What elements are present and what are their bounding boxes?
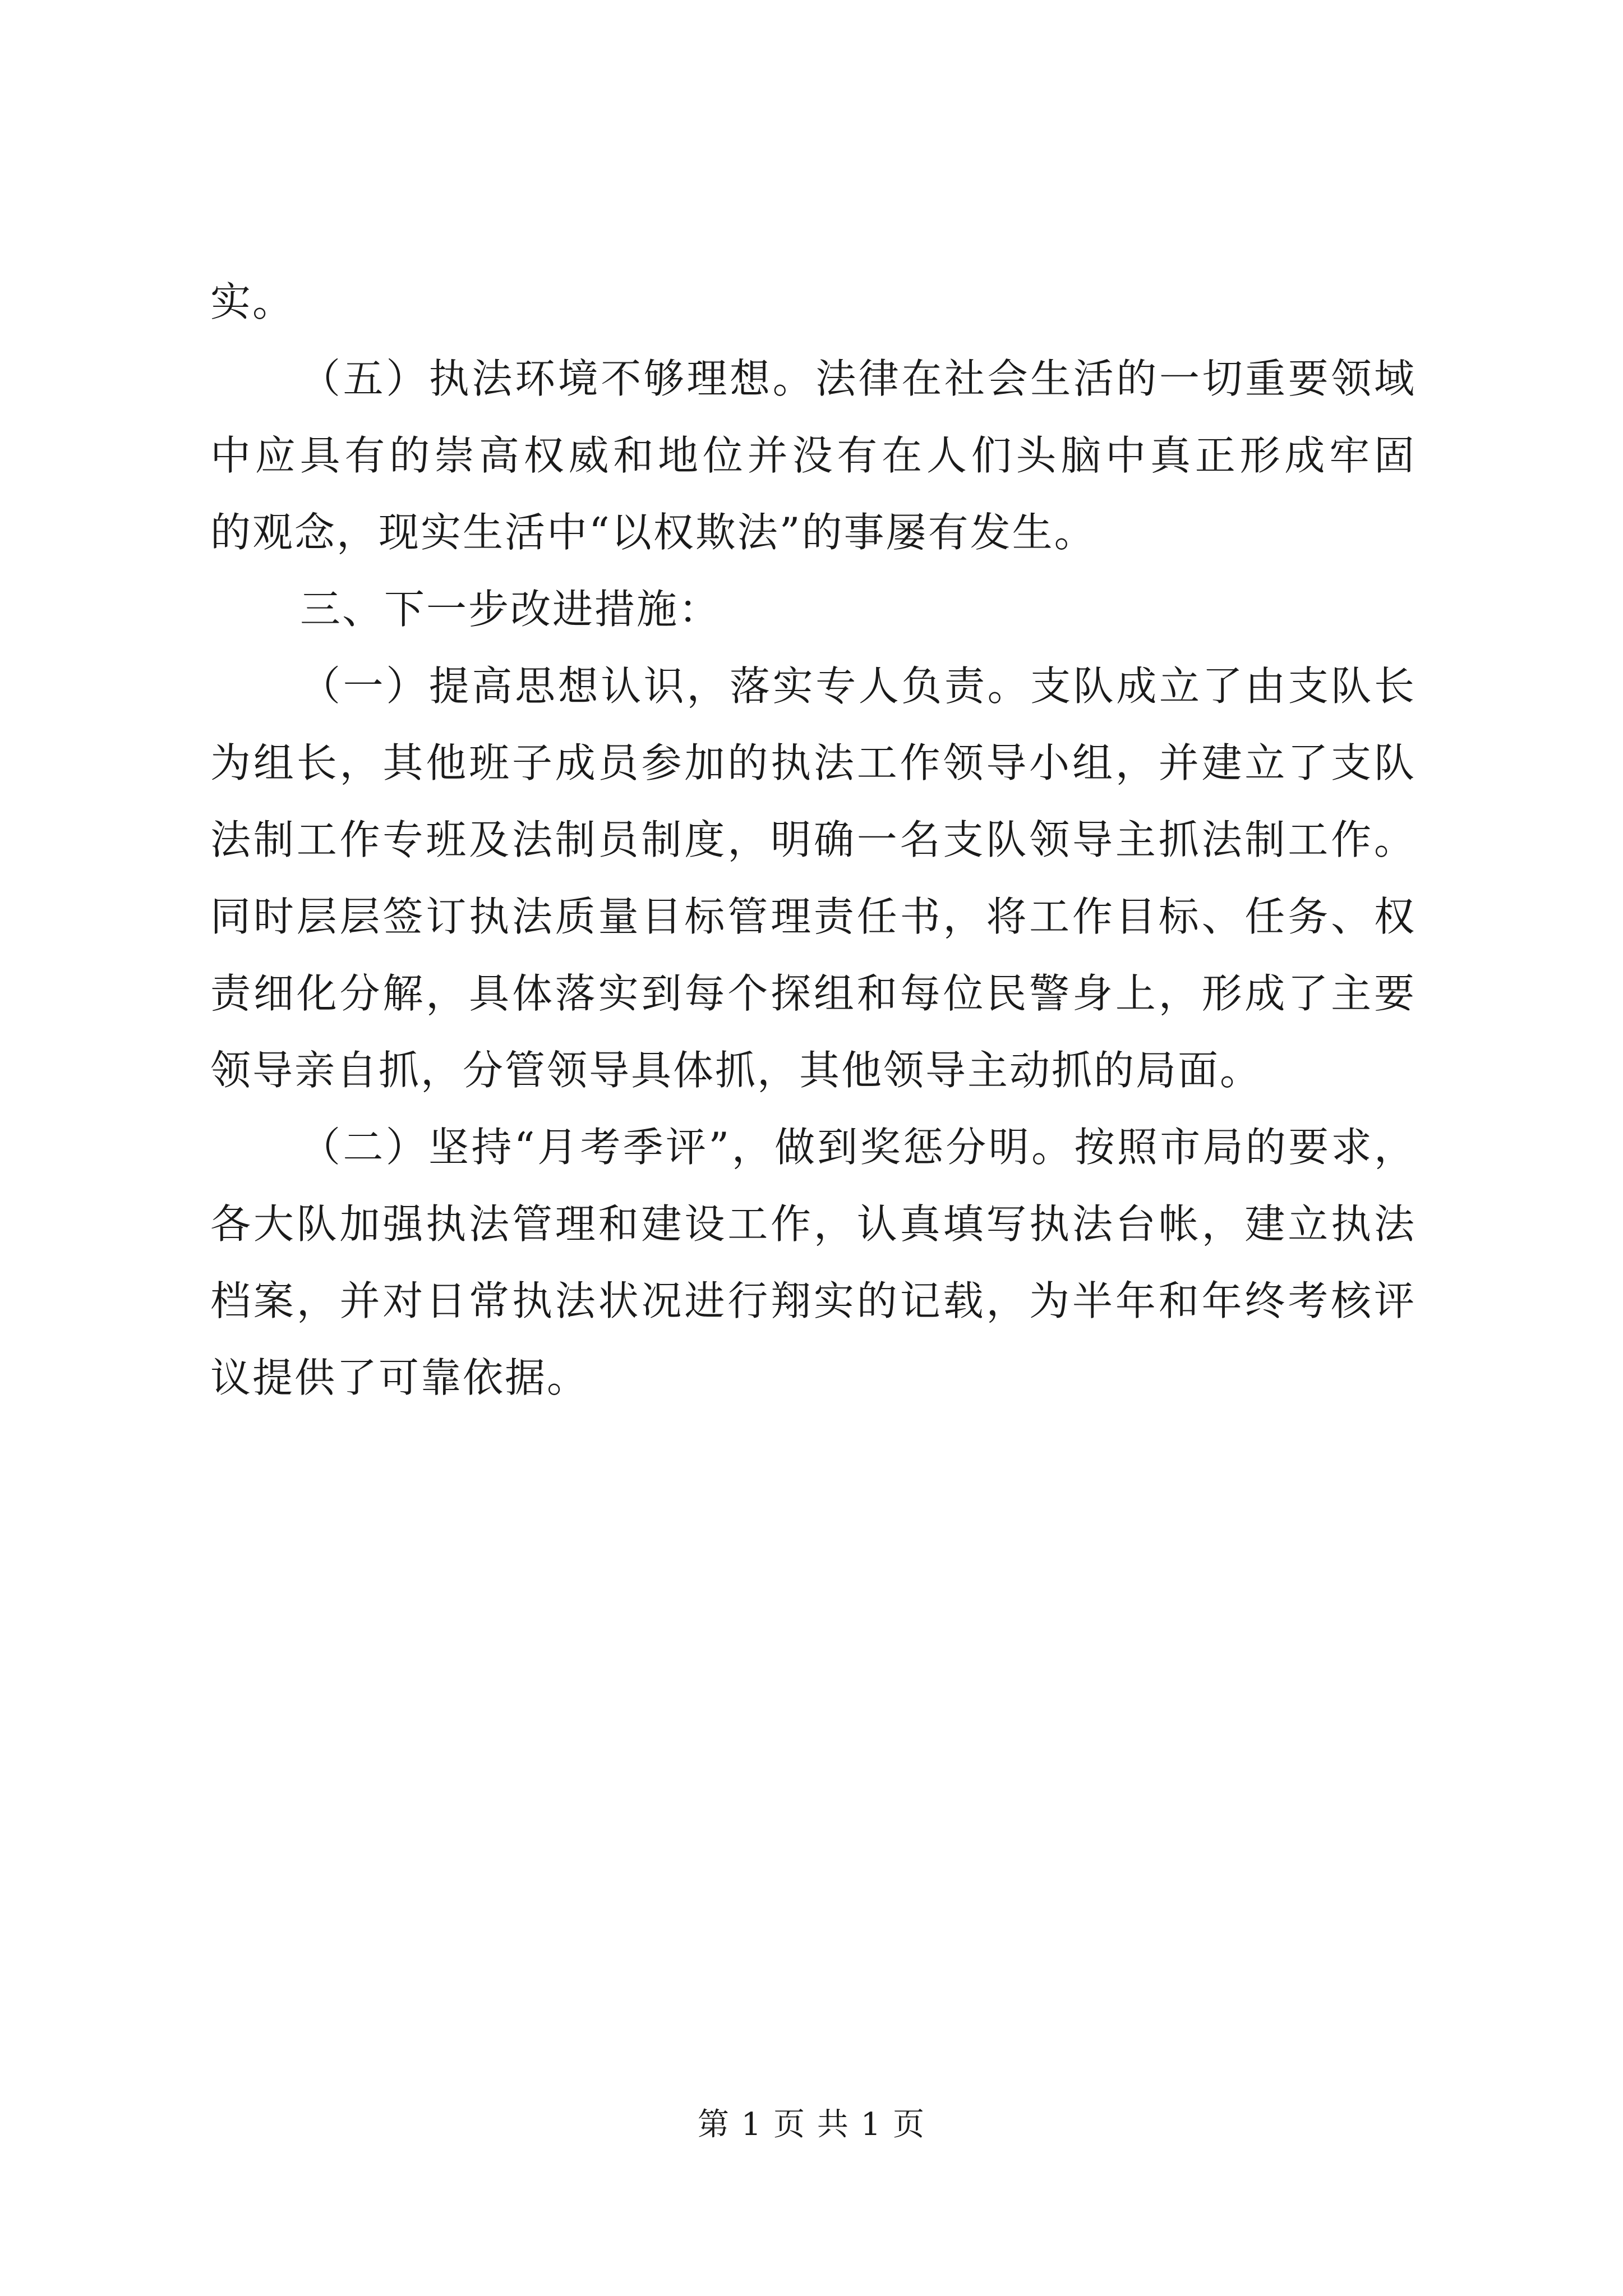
text-line: 议提供了可靠依据。: [210, 1354, 589, 1401]
text-line: 实。: [210, 278, 295, 325]
text-line: 为组长，其他班子成员参加的执法工作领导小组，并建立了支队: [210, 739, 1416, 786]
text-line: 中应具有的崇高权威和地位并没有在人们头脑中真正形成牢固: [210, 432, 1416, 479]
text-line: 档案，并对日常执法状况进行翔实的记载，为半年和年终考核评: [210, 1277, 1416, 1324]
text-line: 的观念，现实生活中“以权欺法”的事屡有发生。: [210, 509, 1096, 556]
text-line: 领导亲自抓，分管领导具体抓，其他领导主动抓的局面。: [210, 1047, 1262, 1094]
text-line: 法制工作专班及法制员制度，明确一名支队领导主抓法制工作。: [210, 816, 1416, 863]
page-footer: 第 1 页 共 1 页: [697, 2106, 926, 2143]
text-line: 三、下一步改进措施：: [300, 586, 721, 633]
text-line: （二）坚持“月考季评”，做到奖惩分明。按照市局的要求，: [300, 1124, 1416, 1171]
text-line: 责细化分解，具体落实到每个探组和每位民警身上，形成了主要: [210, 970, 1416, 1017]
text-line: 各大队加强执法管理和建设工作，认真填写执法台帐，建立执法: [210, 1200, 1416, 1248]
text-line: （五）执法环境不够理想。法律在社会生活的一切重要领域: [300, 355, 1416, 402]
document-body: [210, 264, 1416, 1416]
text-line: （一）提高思想认识，落实专人负责。支队成立了由支队长: [300, 662, 1416, 710]
text-line: 同时层层签订执法质量目标管理责任书，将工作目标、任务、权: [210, 893, 1416, 940]
